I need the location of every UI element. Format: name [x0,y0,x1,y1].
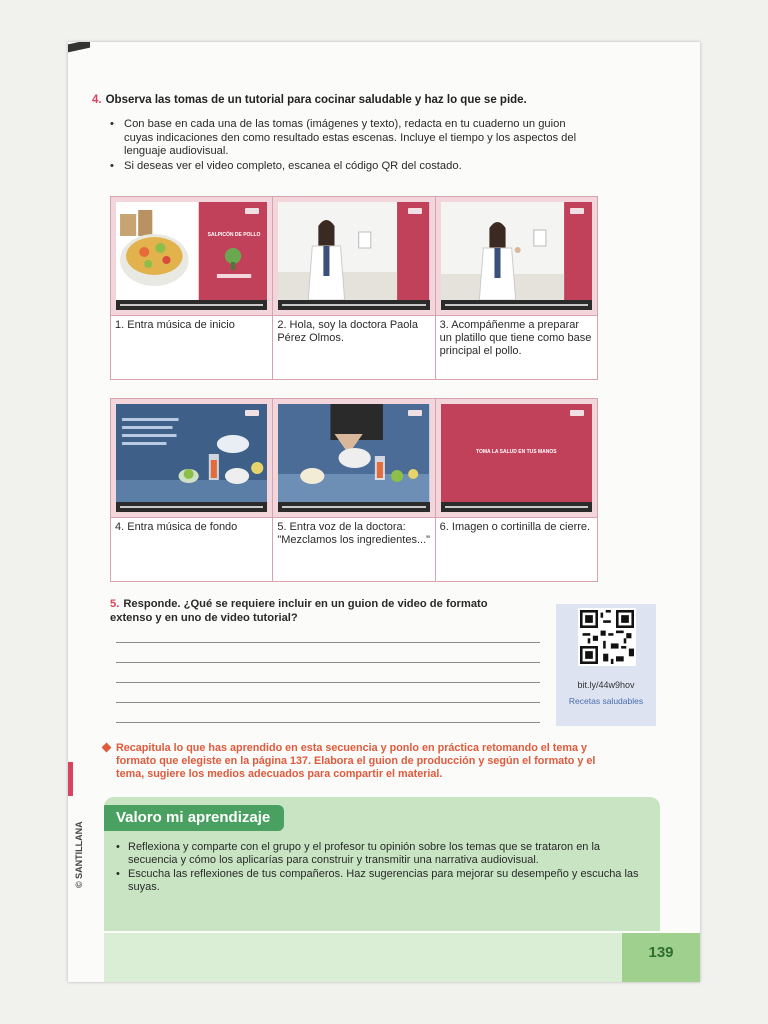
scene-caption-2: 2. Hola, soy la doctora Paola Pérez Olmos. [273,316,435,379]
question-5-number: 5. [110,598,120,610]
video-player-bar [116,300,267,310]
footer-band [104,933,700,982]
doctor-video-frame-2 [441,202,592,310]
answer-line[interactable] [116,662,540,663]
storyboard-grid-2 [110,398,598,582]
storyboard-captions-row [111,518,597,581]
salad-video-title: SALPICÓN DE POLLO [207,232,261,238]
answer-line[interactable] [116,702,540,703]
bullet-item: • Con base en cada una de las tomas (imágenes y texto), redacta en tu cuaderno un guion cuyas indicaciones den como resultado estas escenas. Incluye el tiempo y los aspectos del lenguaje audiovisual. [110,118,590,159]
channel-logo [408,410,422,416]
channel-logo [245,410,259,416]
scene-caption-3: 3. Acompáñenme a preparar un platillo que tiene como base principal el pollo. [439,319,592,357]
qr-code[interactable] [578,608,636,666]
valoro-section [104,797,660,931]
page-number: 139 [622,933,700,982]
storyboard-thumbs-row [111,197,597,316]
recap-instruction: Recapitula lo que has aprendido en esta secuencia y ponlo en práctica retomando el tema y formato que elegiste en la página 137. Elabora el guion de producción y según el formato y el tema, sugiere los medios adecuados para compartir el material. [116,742,606,781]
qr-label: Recetas saludables [568,696,644,706]
mixing-video-frame [278,404,429,512]
scene-caption-4: 4. Entra música de fondo [111,518,273,581]
answer-line[interactable] [116,682,540,683]
qr-code-box [556,604,656,726]
storyboard-thumbs-row [111,399,597,518]
video-player-bar [441,300,592,310]
video-still-4 [111,399,273,517]
valoro-bullets [116,841,646,895]
doctor-video-frame [278,202,429,310]
qr-short-link[interactable]: bit.ly/44w9hov [577,680,635,690]
scene-caption-6: 6. Imagen o cortinilla de cierre. [439,521,591,533]
scene-caption-5: 5. Entra voz de la doctora: "Mezclamos los ingredientes..." [273,518,435,581]
storyboard-grid-1 [110,196,598,380]
question-4-bullets [110,118,590,174]
video-player-bar [278,502,429,512]
ingredients-video-frame [116,404,267,512]
channel-logo [245,208,259,214]
answer-line[interactable] [116,722,540,723]
closing-card-text: TOMA LA SALUD EN TUS MANOS [475,449,557,455]
question-4-title: 4. Observa las tomas de un tutorial para cocinar saludable y haz lo que se pide. [92,94,527,106]
video-still-3 [436,197,597,315]
valoro-title: Valoro mi aprendizaje [104,805,284,831]
diamond-icon [102,743,112,753]
publisher-credit: © SANTILLANA [74,821,84,888]
bullet-item: • Escucha las reflexiones de tus compañeros. Haz sugerencias para mejorar su desempeño y escucha las suyas. [116,868,646,894]
video-player-bar [278,300,429,310]
channel-logo [570,208,584,214]
scene-caption-1: 1. Entra música de inicio [111,316,273,379]
video-still-6 [436,399,597,517]
video-still-2 [273,197,435,315]
salad-video-frame [116,202,267,310]
question-5-title: 5. Responde. ¿Qué se requiere incluir en un guion de video de formato extenso y en uno de video tutorial? [110,598,488,624]
bullet-item: • Si deseas ver el video completo, escanea el código QR del costado. [110,160,590,174]
bullet-item: • Reflexiona y comparte con el grupo y el profesor tu opinión sobre los temas que se trataron en la secuencia y cómo los aplicarías para construir y transmitir una narrativa audiovisual. [116,841,646,867]
qr-pattern-icon [580,610,634,664]
video-still-1 [111,197,273,315]
channel-logo [408,208,422,214]
answer-line[interactable] [116,642,540,643]
textbook-page [68,42,700,982]
storyboard-captions-row [111,316,597,379]
question-4-number: 4. [92,94,102,106]
section-accent-bar [68,762,73,796]
video-still-5 [273,399,435,517]
video-player-bar [441,502,592,512]
video-player-bar [116,502,267,512]
channel-logo [570,410,584,416]
page-corner [68,42,90,52]
